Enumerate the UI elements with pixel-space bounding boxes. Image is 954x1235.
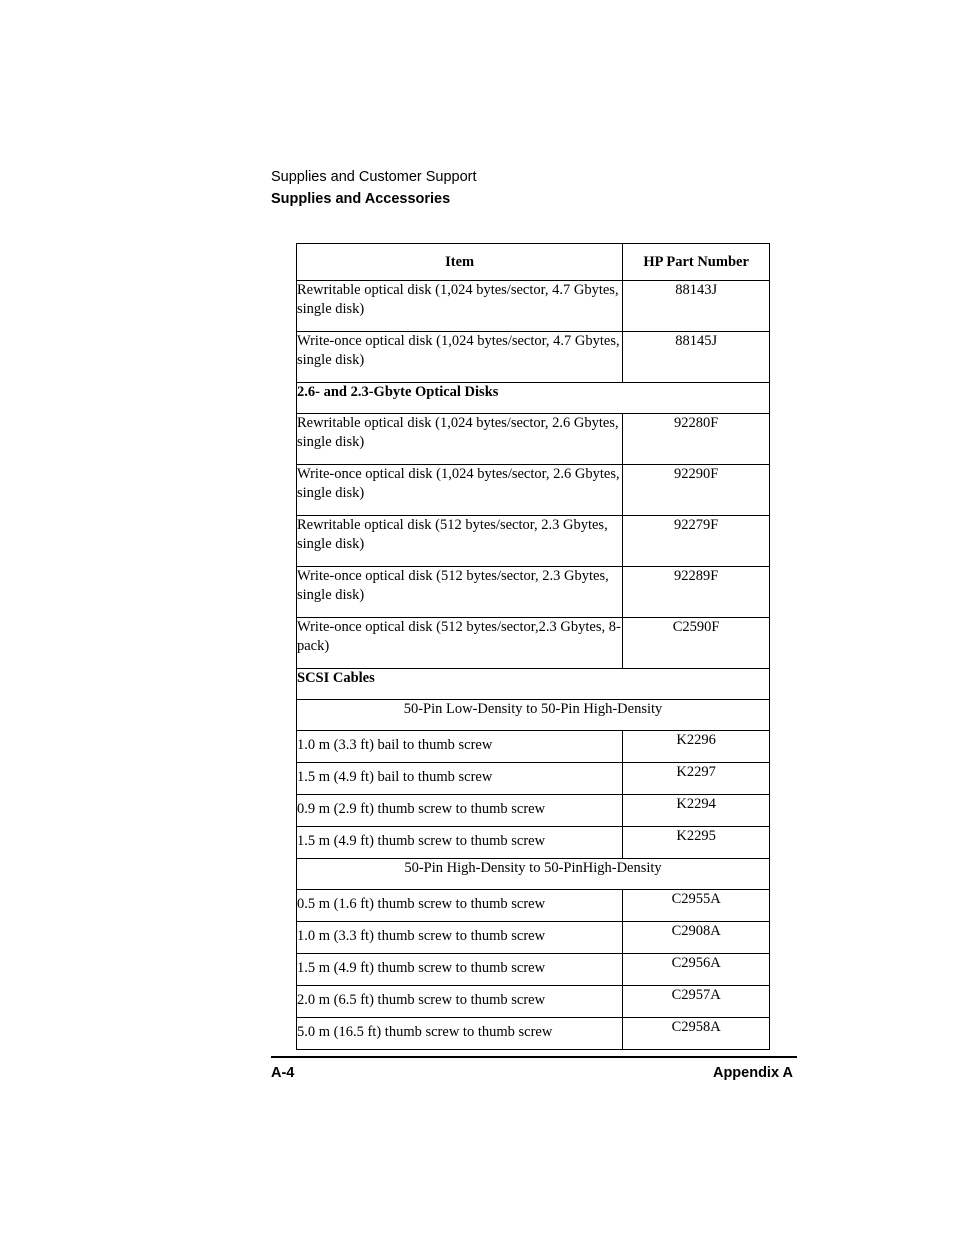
table-row bbox=[297, 763, 770, 795]
part-number: K2296 bbox=[623, 731, 770, 763]
part-number: 92279F bbox=[623, 516, 770, 567]
table-header-row bbox=[297, 244, 770, 281]
table-section-heading: SCSI Cables bbox=[297, 669, 770, 700]
part-number: C2955A bbox=[623, 890, 770, 922]
part-number: K2295 bbox=[623, 827, 770, 859]
running-header bbox=[271, 166, 477, 210]
table-row bbox=[297, 1018, 770, 1050]
table-row bbox=[297, 827, 770, 859]
item-description: 1.0 m (3.3 ft) thumb screw to thumb screw bbox=[297, 922, 623, 954]
table-section-row bbox=[297, 669, 770, 700]
footer-rule bbox=[271, 1056, 797, 1058]
item-description: 1.5 m (4.9 ft) thumb screw to thumb screw bbox=[297, 827, 623, 859]
part-number: K2297 bbox=[623, 763, 770, 795]
table-row bbox=[297, 795, 770, 827]
section-title: Supplies and Accessories bbox=[271, 191, 451, 207]
table-row bbox=[297, 618, 770, 669]
table-row bbox=[297, 731, 770, 763]
item-description: 1.5 m (4.9 ft) bail to thumb screw bbox=[297, 763, 623, 795]
item-description: Write-once optical disk (1,024 bytes/sector, 2.6 Gbytes, single disk) bbox=[297, 465, 623, 516]
item-description: 0.9 m (2.9 ft) thumb screw to thumb screw bbox=[297, 795, 623, 827]
item-description: Rewritable optical disk (512 bytes/sector, 2.3 Gbytes, single disk) bbox=[297, 516, 623, 567]
item-description: Write-once optical disk (512 bytes/sector,2.3 Gbytes, 8-pack) bbox=[297, 618, 623, 669]
item-description: Write-once optical disk (512 bytes/sector, 2.3 Gbytes, single disk) bbox=[297, 567, 623, 618]
item-description: 5.0 m (16.5 ft) thumb screw to thumb screw bbox=[297, 1018, 623, 1050]
table-row bbox=[297, 986, 770, 1018]
part-number: 92280F bbox=[623, 414, 770, 465]
chapter-title: Supplies and Customer Support bbox=[271, 169, 477, 185]
item-description: Write-once optical disk (1,024 bytes/sector, 4.7 Gbytes, single disk) bbox=[297, 332, 623, 383]
table-subsection-heading: 50-Pin High-Density to 50-PinHigh-Density bbox=[297, 859, 770, 890]
appendix-label: Appendix A bbox=[712, 1065, 793, 1081]
part-number: C2908A bbox=[623, 922, 770, 954]
table-section-row bbox=[297, 383, 770, 414]
table-row bbox=[297, 954, 770, 986]
table-row bbox=[297, 465, 770, 516]
page-number: A-4 bbox=[271, 1065, 295, 1081]
part-number: 92289F bbox=[623, 567, 770, 618]
table-row bbox=[297, 567, 770, 618]
table-row bbox=[297, 922, 770, 954]
table-row bbox=[297, 890, 770, 922]
item-description: 2.0 m (6.5 ft) thumb screw to thumb screw bbox=[297, 986, 623, 1018]
table-subsection-heading: 50-Pin Low-Density to 50-Pin High-Density bbox=[297, 700, 770, 731]
part-number: 88143J bbox=[623, 281, 770, 332]
table-subsection-row bbox=[297, 700, 770, 731]
item-description: 0.5 m (1.6 ft) thumb screw to thumb screw bbox=[297, 890, 623, 922]
item-description: 1.5 m (4.9 ft) thumb screw to thumb screw bbox=[297, 954, 623, 986]
part-number: K2294 bbox=[623, 795, 770, 827]
column-header-part-number: HP Part Number bbox=[623, 244, 770, 281]
part-number: 92290F bbox=[623, 465, 770, 516]
table-row bbox=[297, 516, 770, 567]
table-body bbox=[297, 281, 770, 1050]
part-number: C2956A bbox=[623, 954, 770, 986]
table-row bbox=[297, 414, 770, 465]
table-subsection-row bbox=[297, 859, 770, 890]
item-description: Rewritable optical disk (1,024 bytes/sector, 2.6 Gbytes, single disk) bbox=[297, 414, 623, 465]
table-section-heading: 2.6- and 2.3-Gbyte Optical Disks bbox=[297, 383, 770, 414]
item-description: Rewritable optical disk (1,024 bytes/sector, 4.7 Gbytes, single disk) bbox=[297, 281, 623, 332]
table-row bbox=[297, 281, 770, 332]
item-description: 1.0 m (3.3 ft) bail to thumb screw bbox=[297, 731, 623, 763]
column-header-item: Item bbox=[297, 244, 623, 281]
part-number: C2958A bbox=[623, 1018, 770, 1050]
part-number: C2957A bbox=[623, 986, 770, 1018]
part-number: 88145J bbox=[623, 332, 770, 383]
parts-table bbox=[296, 243, 770, 1050]
table-row bbox=[297, 332, 770, 383]
part-number: C2590F bbox=[623, 618, 770, 669]
